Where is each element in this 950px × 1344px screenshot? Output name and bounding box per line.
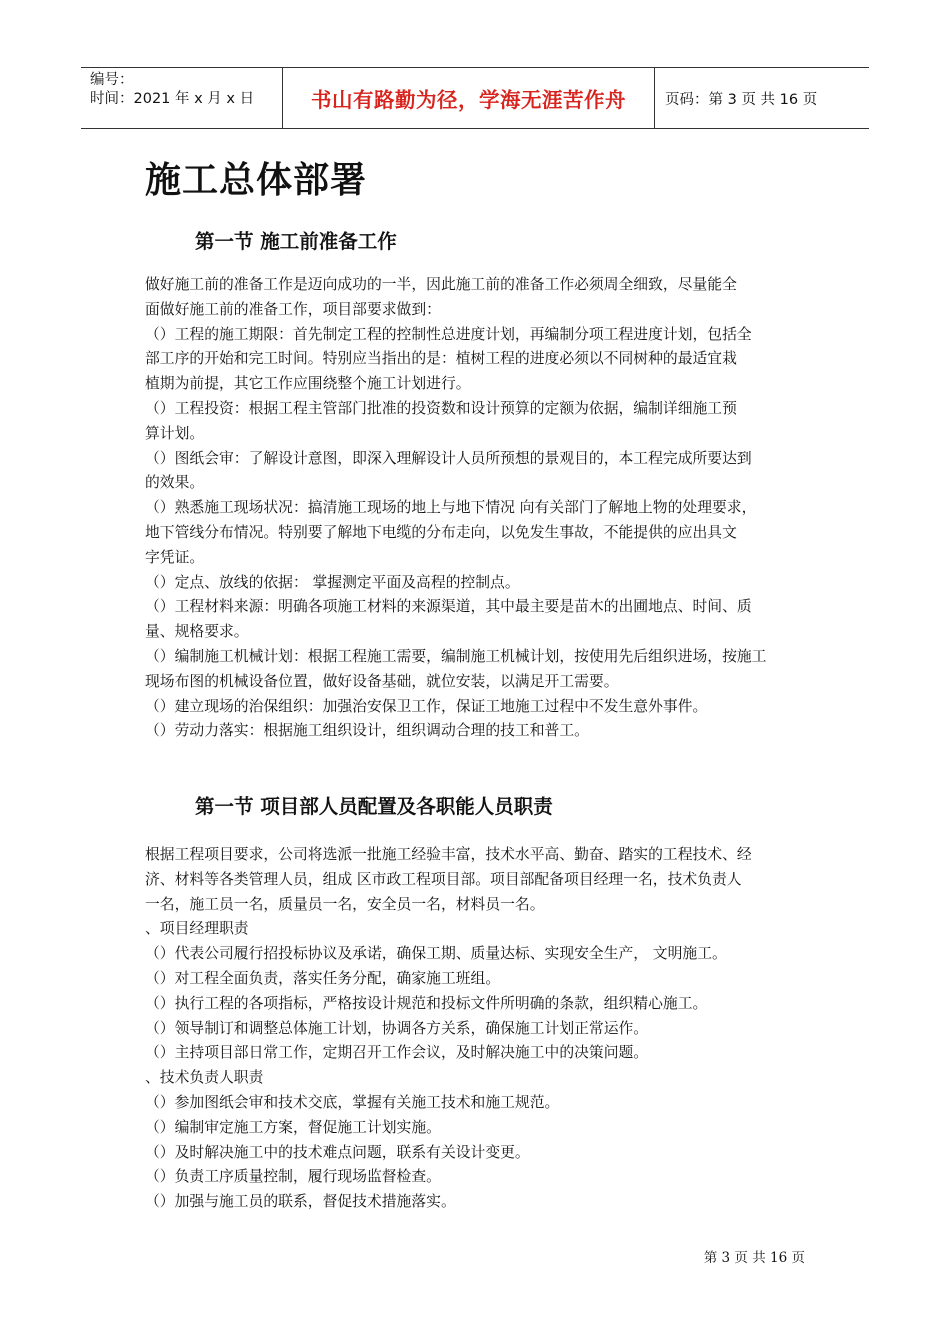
text-line: 量、规格要求。: [145, 623, 249, 641]
text-line: 字凭证。: [145, 548, 205, 566]
section-body-preparation: [145, 273, 815, 744]
text-line: （）劳动力落实：根据施工组织设计，组织调动合理的技工和普工。: [145, 722, 589, 740]
text-line: 一名，施工员一名，质量员一名，安全员一名，材料员一名。: [145, 895, 545, 913]
text-line: （）定点、放线的依据： 掌握测定平面及高程的控制点。: [145, 573, 520, 591]
section-heading-preparation: 第一节 施工前准备工作: [195, 230, 397, 253]
text-line: （）参加图纸会审和技术交底，掌握有关施工技术和施工规范。: [145, 1093, 560, 1111]
text-line: （）编制审定施工方案，督促施工计划实施。: [145, 1118, 441, 1136]
text-line: 做好施工前的准备工作是迈向成功的一半，因此施工前的准备工作必须周全细致，尽量能全: [145, 276, 737, 293]
text-line: （）加强与施工员的联系，督促技术措施落实。: [145, 1193, 456, 1211]
page-header: [81, 67, 869, 129]
text-line: （）及时解决施工中的技术难点问题，联系有关设计变更。: [145, 1143, 530, 1161]
text-line: （）图纸会审：了解设计意图，即深入理解设计人员所预想的景观目的，本工程完成所要达到: [145, 449, 752, 467]
header-page-number: 页码：第 3 页 共 16 页: [665, 91, 818, 108]
text-line: 面做好施工前的准备工作，项目部要求做到：: [145, 300, 441, 318]
text-line: （）工程投资：根据工程主管部门批准的投资数和设计预算的定额为依据，编制详细施工预: [145, 399, 737, 417]
header-number: 编号：: [90, 72, 134, 88]
header-date: 时间：2021 年 x 月 x 日: [90, 91, 255, 107]
text-line: 现场布图的机械设备位置，做好设备基础，就位安装，以满足开工需要。: [145, 672, 619, 690]
text-line: 地下管线分布情况。特别要了解地下电缆的分布走向，以免发生事故，不能提供的应出具文: [145, 523, 737, 541]
text-line: （）执行工程的各项指标，严格按设计规范和投标文件所明确的条款，组织精心施工。: [145, 994, 708, 1012]
text-line: 济、材料等各类管理人员，组成 区市政工程项目部。项目部配备项目经理一名，技术负责人: [145, 870, 742, 888]
text-line: （）领导制订和调整总体施工计划，协调各方关系，确保施工计划正常运作。: [145, 1019, 649, 1037]
document-title: 施工总体部署: [145, 160, 368, 201]
header-meta: [81, 68, 282, 128]
header-motto: 书山有路勤为径，学海无涯苦作舟: [282, 68, 655, 128]
text-line: （）对工程全面负责，落实任务分配，确家施工班组。: [145, 969, 501, 987]
section-body-staffing: [145, 843, 815, 1215]
text-line: （）负责工序质量控制，履行现场监督检查。: [145, 1168, 441, 1186]
text-line: （）主持项目部日常工作，定期召开工作会议，及时解决施工中的决策问题。: [145, 1044, 649, 1062]
page-footer: 第 3 页 共 16 页: [703, 1250, 805, 1266]
text-line: （）工程的施工期限：首先制定工程的控制性总进度计划，再编制分项工程进度计划，包括全: [145, 325, 752, 343]
text-line: 植期为前提，其它工作应围绕整个施工计划进行。: [145, 375, 471, 393]
text-line: 算计划。: [145, 424, 205, 442]
section-heading-staffing: 第一节 项目部人员配置及各职能人员职责: [195, 795, 553, 818]
text-line: （）编制施工机械计划：根据工程施工需要，编制施工机械计划，按使用先后组织进场，按施工: [145, 647, 767, 665]
text-line: （）代表公司履行招投标协议及承诺，确保工期、质量达标、实现安全生产， 文明施工。: [145, 945, 727, 963]
text-line: 、技术负责人职责: [145, 1069, 264, 1087]
text-line: （）熟悉施工现场状况：搞清施工现场的地上与地下情况 向有关部门了解地上物的处理要求，: [145, 499, 757, 517]
text-line: 根据工程项目要求，公司将选派一批施工经验丰富，技术水平高、勤奋、踏实的工程技术、经: [145, 846, 752, 863]
text-line: （）工程材料来源：明确各项施工材料的来源渠道，其中最主要是苗木的出圃地点、时间、质: [145, 598, 752, 616]
text-line: 、项目经理职责: [145, 920, 249, 938]
text-line: 的效果。: [145, 474, 205, 492]
text-line: （）建立现场的治保组织：加强治安保卫工作，保证工地施工过程中不发生意外事件。: [145, 697, 708, 715]
text-line: 部工序的开始和完工时间。特别应当指出的是：植树工程的进度必须以不同树种的最适宜栽: [145, 350, 737, 368]
